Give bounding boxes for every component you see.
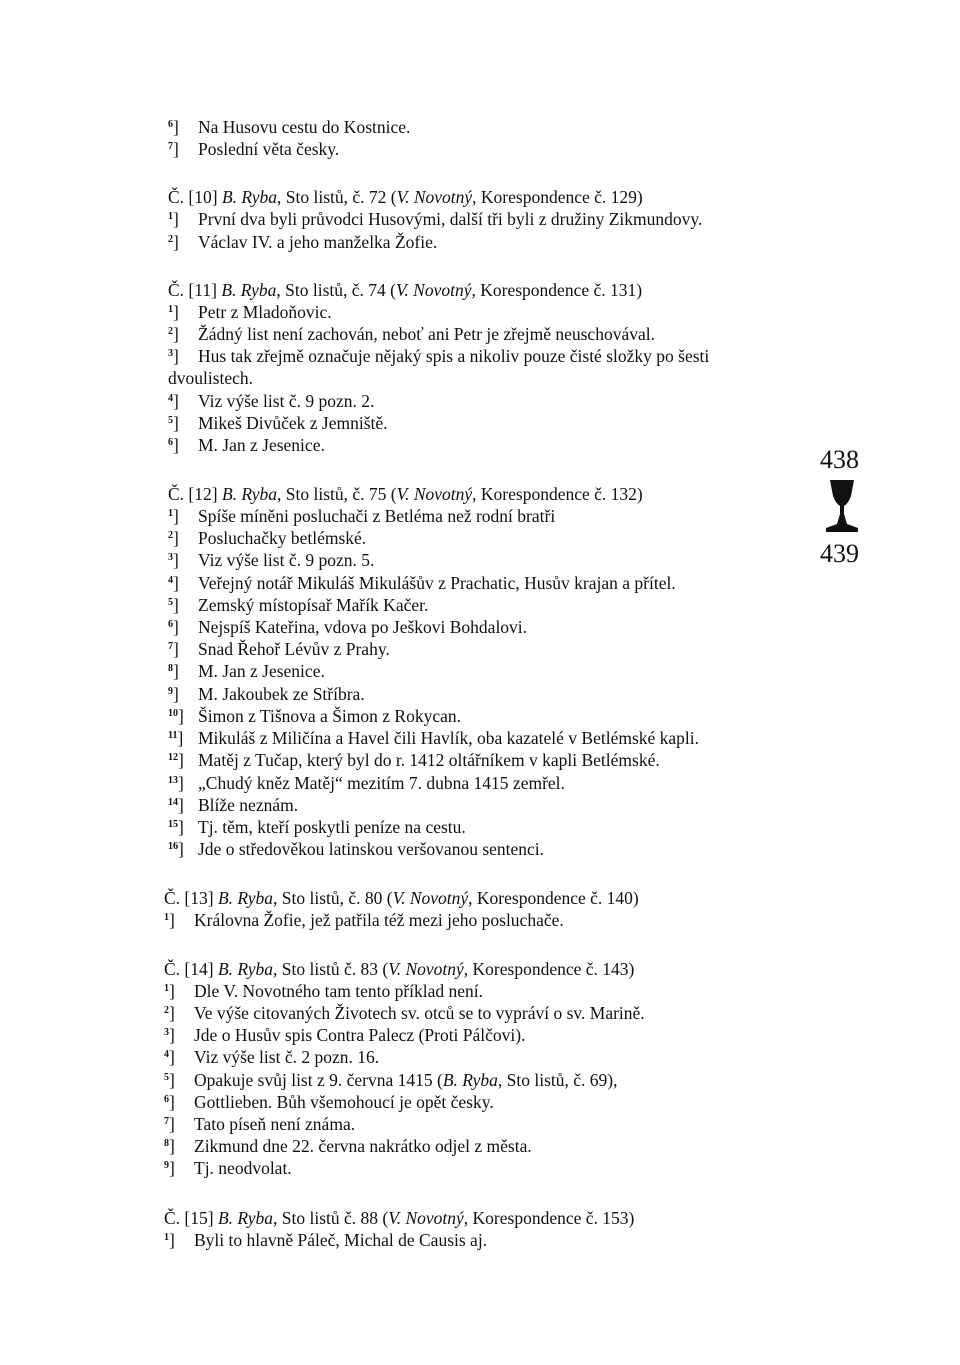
footnote-line: $^7$] Tato píseň není známa. <box>164 1114 356 1134</box>
footnote-line: $^1$] Královna Žofie, jež patřila též mezi jeho posluchače. <box>164 910 564 930</box>
footnote-line: $^{16}$] Jde o středověkou latinskou veršovanou sentenci. <box>168 839 545 859</box>
footnote-line: $^9$] Tj. neodvolat. <box>164 1158 292 1178</box>
previous-page-number: 438 <box>820 445 859 474</box>
footnote-line: $^1$] Petr z Mladoňovic. <box>168 302 332 322</box>
footnote-line: $^{11}$] Mikuláš z Miličína a Havel čili Havlík, oba kazatelé v Betlémské kapli. <box>168 728 700 748</box>
footnote-line: $^3$] Hus tak zřejmě označuje nějaký spis a nikoliv pouze čisté složky po šesti <box>168 346 710 366</box>
footnote-line: $^6$] Na Husovu cestu do Kostnice. <box>168 117 411 137</box>
footnote-line: $^4$] Viz výše list č. 2 pozn. 16. <box>164 1047 380 1067</box>
footnote-line: $^{14}$] Blíže neznám. <box>168 795 299 815</box>
footnote-line: $^4$] Viz výše list č. 9 pozn. 2. <box>168 391 375 411</box>
footnote-line: $^{15}$] Tj. těm, kteří poskytli peníze na cestu. <box>168 817 466 837</box>
letter-heading: Č. [10] B. Ryba, Sto listů, č. 72 (V. Novotný, Korespondence č. 129) <box>168 187 643 207</box>
footnote-line: $^4$] Veřejný notář Mikuláš Mikulášův z Prachatic, Husův krajan a přítel. <box>168 573 676 593</box>
footnote-line: $^1$] První dva byli průvodci Husovými, další tři byli z družiny Zikmundovy. <box>168 209 703 229</box>
footnote-line: $^7$] Snad Řehoř Lévův z Prahy. <box>168 639 390 659</box>
footnote-line: $^7$] Poslední věta česky. <box>168 139 340 159</box>
footnote-line: $^5$] Opakuje svůj list z 9. června 1415 (B. Ryba, Sto listů, č. 69), <box>164 1070 618 1090</box>
letter-heading: Č. [15] B. Ryba, Sto listů č. 88 (V. Novotný, Korespondence č. 153) <box>164 1208 635 1228</box>
footnote-line: $^3$] Jde o Husův spis Contra Palecz (Proti Pálčovi). <box>164 1025 526 1045</box>
next-page-number: 439 <box>820 539 859 568</box>
footnote-line: $^5$] Zemský místopísař Mařík Kačer. <box>168 595 429 615</box>
footnote-line: $^2$] Ve výše citovaných Životech sv. otců se to vypráví o sv. Marině. <box>164 1003 645 1023</box>
footnote-line: $^8$] M. Jan z Jesenice. <box>168 661 325 681</box>
letter-heading: Č. [12] B. Ryba, Sto listů, č. 75 (V. Novotný, Korespondence č. 132) <box>168 484 643 504</box>
footnote-line: $^{12}$] Matěj z Tučap, který byl do r. 1412 oltářníkem v kapli Betlémské. <box>168 750 660 770</box>
footnote-line: $^1$] Dle V. Novotného tam tento příklad není. <box>164 981 484 1001</box>
page-marker <box>812 440 882 570</box>
chalice-icon <box>820 478 864 534</box>
footnote-line: $^5$] Mikeš Divůček z Jemniště. <box>168 413 388 433</box>
letter-heading: Č. [13] B. Ryba, Sto listů, č. 80 (V. Novotný, Korespondence č. 140) <box>164 888 639 908</box>
footnote-line: $^1$] Spíše míněni posluchači z Betléma než rodní bratři <box>168 506 556 526</box>
footnote-line: $^3$] Viz výše list č. 9 pozn. 5. <box>168 550 375 570</box>
footnote-line: $^{13}$] „Chudý kněz Matěj“ mezitím 7. dubna 1415 zemřel. <box>168 773 565 793</box>
footnote-line: $^2$] Posluchačky betlémské. <box>168 528 367 548</box>
footnote-line: $^9$] M. Jakoubek ze Stříbra. <box>168 684 365 704</box>
footnote-line: $^{10}$] Šimon z Tišnova a Šimon z Rokycan. <box>168 706 461 726</box>
footnote-line: $^2$] Václav IV. a jeho manželka Žofie. <box>168 232 438 252</box>
footnote-line: $^6$] M. Jan z Jesenice. <box>168 435 325 455</box>
footnote-continuation: dvoulistech. <box>168 368 254 388</box>
footnote-line: $^1$] Byli to hlavně Páleč, Michal de Causis aj. <box>164 1230 488 1250</box>
footnote-line: $^6$] Nejspíš Kateřina, vdova po Ješkovi Bohdalovi. <box>168 617 528 637</box>
footnote-line: $^2$] Žádný list není zachován, neboť ani Petr je zřejmě neuschovával. <box>168 324 655 344</box>
letter-heading: Č. [11] B. Ryba, Sto listů, č. 74 (V. Novotný, Korespondence č. 131) <box>168 280 643 300</box>
footnote-line: $^6$] Gottlieben. Bůh všemohoucí je opět česky. <box>164 1092 494 1112</box>
footnote-line: $^8$] Zikmund dne 22. června nakrátko odjel z města. <box>164 1136 532 1156</box>
letter-heading: Č. [14] B. Ryba, Sto listů č. 83 (V. Novotný, Korespondence č. 143) <box>164 959 635 979</box>
